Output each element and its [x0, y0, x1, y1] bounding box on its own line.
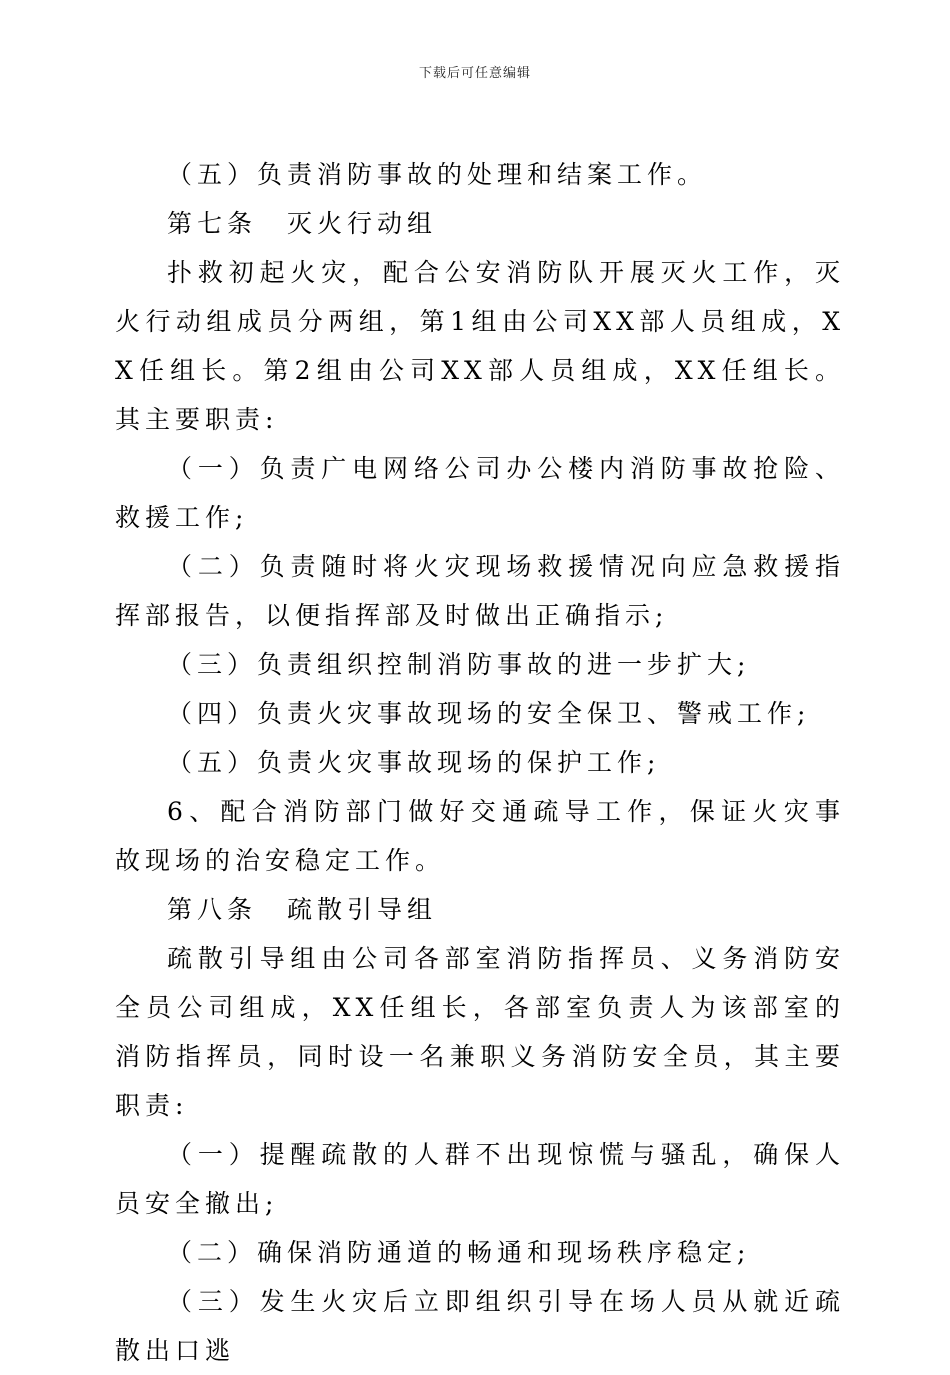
article-7-item-4: （四）负责火灾事故现场的安全保卫、警戒工作; — [167, 699, 811, 728]
article-7-intro: 扑救初起火灾，配合公安消防队开展灭火工作，灭火行动组成员分两组，第1组由公司XX部人员组成，XX任组长。第2组由公司XX部人员组成，XX任组长。其主要职责: — [115, 258, 845, 434]
article-8-item-1: （一）提醒疏散的人群不出现惊慌与骚乱，确保人员安全撤出; — [115, 1140, 845, 1218]
article-7-item-2: （二）负责随时将火灾现场救援情况向应急救援指挥部报告，以便指挥部及时做出正确指示; — [115, 552, 845, 630]
article-7-item-1: （一）负责广电网络公司办公楼内消防事故抢险、救援工作; — [115, 454, 845, 532]
article-8-item-2: （二）确保消防通道的畅通和现场秩序稳定; — [167, 1238, 751, 1267]
article-8-intro: 疏散引导组由公司各部室消防指挥员、义务消防安全员公司组成，XX任组长，各部室负责人为该部室的消防指挥员，同时设一名兼职义务消防安全员，其主要职责: — [115, 944, 845, 1120]
document-body — [115, 150, 845, 1375]
article-7-item-5: （五）负责火灾事故现场的保护工作; — [167, 748, 661, 777]
paragraph-item-5-handling: （五）负责消防事故的处理和结案工作。 — [167, 160, 708, 189]
article-7-item-3: （三）负责组织控制消防事故的进一步扩大; — [167, 650, 751, 679]
article-7-item-6: 6、配合消防部门做好交通疏导工作，保证火灾事故现场的治安稳定工作。 — [115, 797, 845, 875]
page-header: 下载后可任意编辑 — [418, 66, 531, 81]
article-8-item-3: （三）发生火灾后立即组织引导在场人员从就近疏散出口逃 — [115, 1287, 845, 1365]
article-8-heading: 第八条 疏散引导组 — [167, 895, 438, 924]
article-7-heading: 第七条 灭火行动组 — [167, 209, 438, 238]
